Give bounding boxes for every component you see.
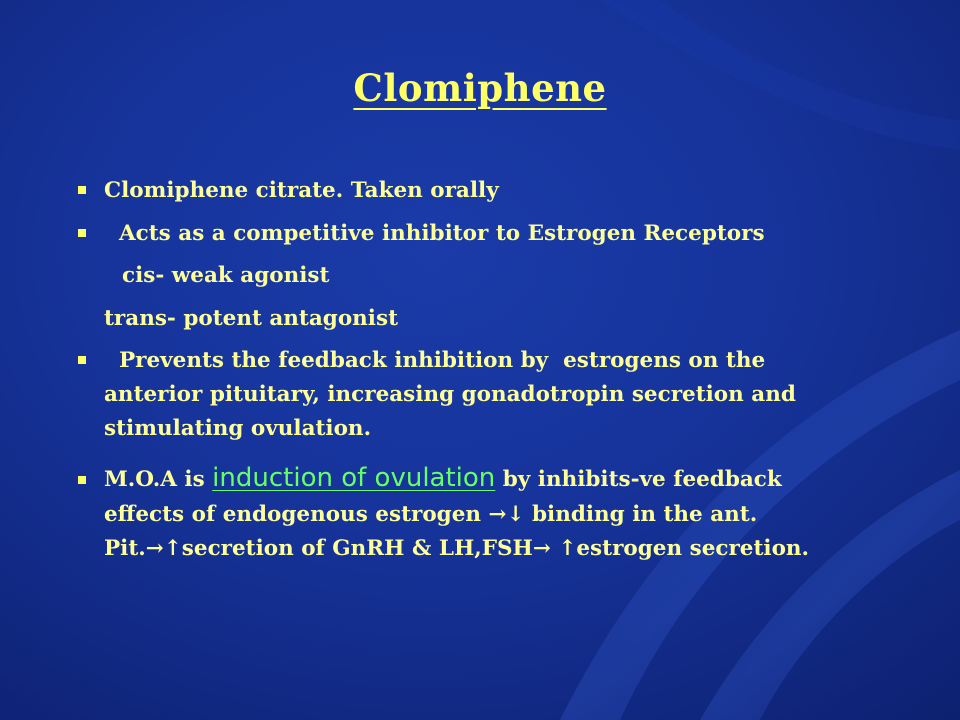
induction-of-ovulation-link[interactable]: induction of ovulation (212, 463, 496, 493)
bullet-3-line-2: anterior pituitary, increasing gonadotropin secretion and (104, 382, 796, 407)
bullet-marker (78, 229, 86, 237)
slide-title: Clomiphene (353, 66, 607, 110)
bullet-3-line-3: stimulating ovulation. (104, 416, 372, 441)
bullet-marker (78, 476, 86, 484)
bullet-4-prefix: M.O.A is (104, 467, 213, 492)
bullet-marker (78, 186, 86, 194)
bullet-4-line-3: Pit.→↑secretion of GnRH & LH,FSH→ ↑estrogen secretion. (104, 536, 810, 561)
bullet-2-cis-text: cis- weak agonist (122, 263, 330, 288)
bullet-4-line-2: effects of endogenous estrogen →↓ binding in the ant. (104, 502, 758, 527)
bullet-4-suffix: by inhibits-ve feedback (495, 467, 782, 492)
bullet-2-trans-text: trans- potent antagonist (104, 306, 398, 331)
bullet-marker (78, 356, 86, 364)
bullet-3-line-1: Prevents the feedback inhibition by estrogens on the (104, 348, 766, 373)
bullet-1-text: Clomiphene citrate. Taken orally (104, 178, 499, 203)
bullet-2-text: Acts as a competitive inhibitor to Estrogen Receptors (104, 221, 765, 246)
bullet-4-line-1 (104, 461, 782, 497)
